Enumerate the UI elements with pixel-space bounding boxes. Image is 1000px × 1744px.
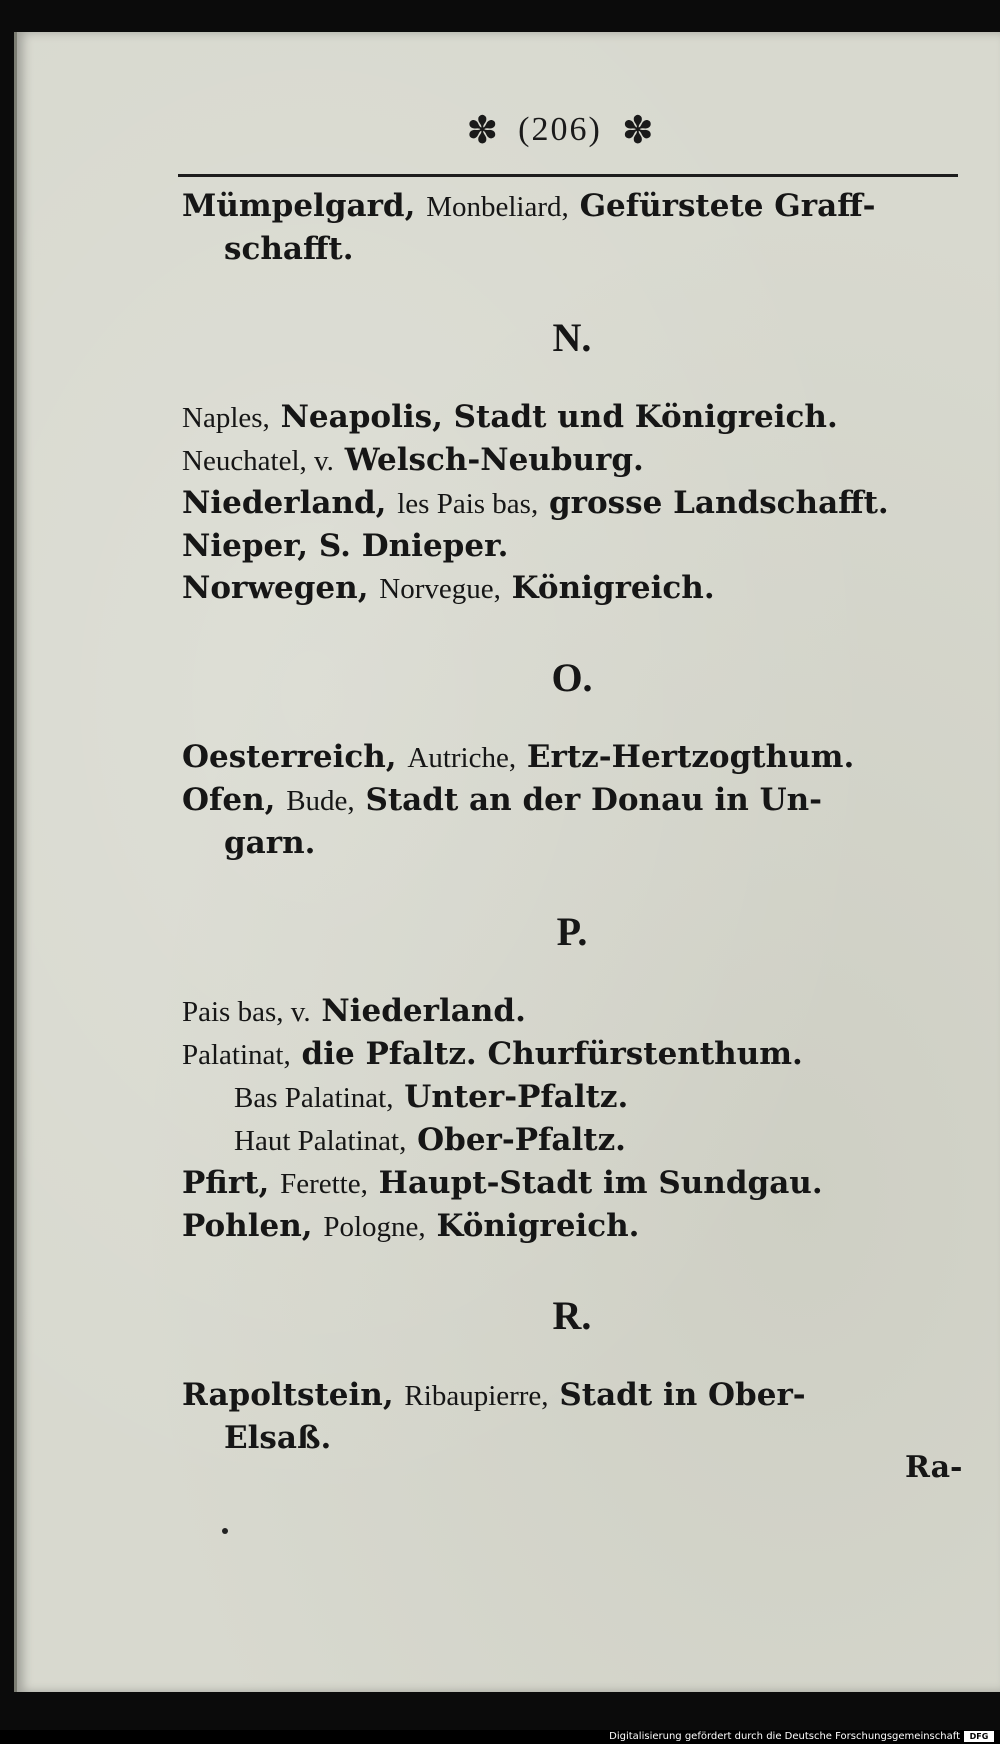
section-letter-p: P.	[556, 909, 588, 954]
entry-ofen: Ofen, Bude, Stadt an der Donau in Un-	[182, 782, 823, 818]
page-number: (206)	[518, 111, 602, 148]
digitization-footer	[0, 1730, 1000, 1744]
entry-pohlen: Pohlen, Pologne, Königreich.	[182, 1208, 640, 1244]
entry-naples: Naples, Neapolis, Stadt und Königreich.	[182, 399, 838, 435]
entry-pais-bas: Pais bas, v. Niederland.	[182, 993, 526, 1029]
catchword: Ra-	[905, 1450, 963, 1485]
entry-pfirt: Pfirt, Ferette, Haupt-Stadt im Sundgau.	[182, 1165, 823, 1201]
footer-credit: Digitalisierung gefördert durch die Deutsche Forschungsgemeinschaft	[609, 1731, 960, 1742]
entry-oesterreich: Oesterreich, Autriche, Ertz-Hertzogthum.	[182, 739, 855, 775]
dfg-logo: DFG	[964, 1731, 994, 1742]
page-header	[160, 100, 960, 160]
entry-nieper: Nieper, S. Dnieper.	[182, 528, 509, 564]
entry-rapoltstein: Rapoltstein, Ribaupierre, Stadt in Ober-	[182, 1377, 806, 1413]
entry-neuchatel: Neuchatel, v. Welsch-Neuburg.	[182, 442, 644, 478]
entry-muempelgard-continuation: schafft.	[224, 231, 354, 267]
page-content	[182, 185, 962, 1459]
flower-ornament-left-icon: ✽	[466, 108, 499, 152]
ink-speck	[222, 1528, 228, 1534]
entry-niederland: Niederland, les Pais bas, grosse Landschafft.	[182, 485, 889, 521]
entry-palatinat: Palatinat, die Pfaltz. Churfürstenthum.	[182, 1036, 803, 1072]
entry-ofen-continuation: garn.	[224, 825, 316, 861]
section-letter-o: O.	[551, 655, 593, 700]
section-letter-r: R.	[552, 1293, 592, 1338]
entry-muempelgard: Mümpelgard, Monbeliard, Gefürstete Graff-	[182, 188, 876, 224]
header-rule	[178, 174, 958, 177]
entry-bas-palatinat: Bas Palatinat, Unter-Pfaltz.	[234, 1079, 629, 1115]
entry-haut-palatinat: Haut Palatinat, Ober-Pfaltz.	[234, 1122, 626, 1158]
entry-norwegen: Norwegen, Norvegue, Königreich.	[182, 570, 715, 606]
section-letter-n: N.	[552, 315, 592, 360]
flower-ornament-right-icon: ✽	[621, 108, 654, 152]
entry-rapoltstein-continuation: Elsaß.	[224, 1420, 332, 1456]
